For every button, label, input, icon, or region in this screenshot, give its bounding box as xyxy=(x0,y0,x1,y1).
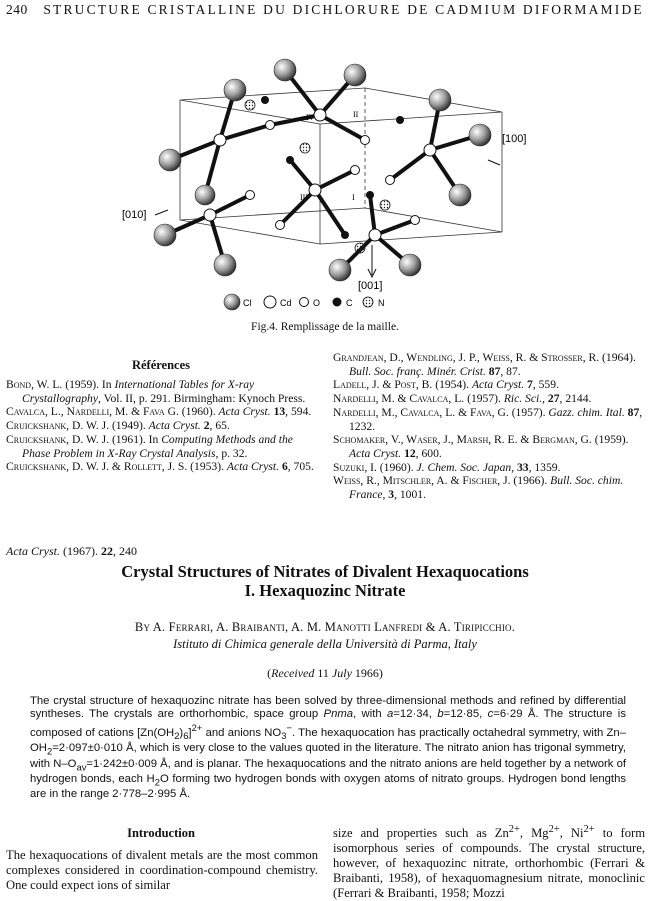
reference-details: (1966). Bull. Soc. chim. France, 3, 1001. xyxy=(349,474,624,502)
legend-cd-symbol xyxy=(264,296,276,308)
reference-authors: Grandjean, D., Wendling, J. P., Weiss, R. & Strosser, R. xyxy=(333,351,600,364)
reference-authors: Nardelli, M. & Cavalca, L. xyxy=(333,392,465,406)
legend-cl-symbol xyxy=(224,294,240,310)
site-I-label: I xyxy=(352,193,355,202)
site-III-label: III xyxy=(300,193,308,202)
article-authors: By A. Ferrari, A. Braibanti, A. M. Manotti Lanfredi & A. Tiripicchio. xyxy=(134,620,516,634)
references-heading: Références xyxy=(131,358,191,372)
direction-001-label: [001] xyxy=(358,280,383,292)
introduction-text-left: The hexaquocations of divalent metals are the most common complexes considered in coordination-compound chemistry. One could expect ions of similar xyxy=(6,848,318,892)
legend-n-symbol xyxy=(363,297,373,307)
reference-details: (1957). Ric. Sci., 27, 2144. xyxy=(467,392,592,406)
article-title-line2: I. Hexaquozinc Nitrate xyxy=(244,581,406,600)
running-header xyxy=(6,2,646,18)
reference-authors: Cavalca, L., Nardelli, M. & Fava G. xyxy=(6,405,179,419)
reference-authors: Cruickshank, D. W. J. xyxy=(6,419,110,433)
introduction-heading: Introduction xyxy=(127,826,195,840)
reference-entry xyxy=(333,433,645,460)
legend-c-label: C xyxy=(346,298,353,308)
site-II-label: II xyxy=(353,110,359,119)
atom-legend xyxy=(224,294,385,310)
reference-authors: Weiss, R., Mitschler, A. & Fischer, J. xyxy=(333,474,511,488)
legend-o-symbol xyxy=(300,298,309,307)
reference-entry xyxy=(6,460,318,474)
crystal-structure-diagram xyxy=(110,20,530,316)
article-abstract: The crystal structure of hexaquozinc nitrate has been solved by three-dimensional methods and refined by differential syntheses. The crystals are orthorhombic, space group Pnma, with a=12·34, b=12·85, c=6·29 Å. The structure is composed of cations $[Zn(OH_2)_6]^{2+}$ and anions $NO_3^-$. The hexaquocation has practically octahedral symmetry, with $Zn-OH_2=2\cdot 097\pm 0\cdot 010$ Å, which is very close to the values quoted in the literature. The nitrato anion has trigonal symmetry, with $N-O_{av}=1\cdot 242\pm 0\cdot 009$ Å, and is planar. The hexaquocations and the nitrato anions are held together by a network of hydrogen bonds, each $H_2O$ forming two hydrogen bonds with oxygen atoms of nitrato groups. Hydrogen bond lengths are in the range 2·778–2·995 Å. xyxy=(30,695,626,801)
reference-entry xyxy=(333,406,645,433)
legend-cl-label: Cl xyxy=(243,298,252,308)
reference-entry xyxy=(333,392,645,406)
figure-caption: Fig.4. Remplissage de la maille. xyxy=(251,321,399,333)
site-IV-label: IV xyxy=(306,113,315,122)
figure-crystal-packing xyxy=(110,20,530,316)
reference-details: (1960). Acta Cryst. 13, 594. xyxy=(181,405,312,419)
legend-c-symbol xyxy=(333,298,342,307)
article-title-line1: Crystal Structures of Nitrates of Divalent Hexaquocations xyxy=(121,562,529,581)
reference-entry xyxy=(333,378,645,392)
legend-o-label: O xyxy=(313,298,321,308)
running-title: STRUCTURE CRISTALLINE DU DICHLORURE DE CADMIUM DIFORMAMIDE xyxy=(43,2,644,17)
reference-entry xyxy=(6,378,318,405)
reference-authors: Nardelli, M., Cavalca, L. & Fava, G. xyxy=(333,405,509,419)
legend-cd-label: Cd xyxy=(280,298,292,308)
references-right-column xyxy=(333,351,645,502)
references-left-column xyxy=(6,378,318,474)
reference-authors: Suzuki, I. xyxy=(333,460,377,474)
article-title xyxy=(0,562,650,600)
received-date: (Received 11 July 1966) xyxy=(267,666,383,680)
reference-details: (1959). In International Tables for X-ray Crystallography, Vol. II, p. 291. Birmingham: Kynoch Press. xyxy=(22,378,306,405)
reference-details: (1964). Bull. Soc. franç. Minér. Crist. 87, 87. xyxy=(349,351,636,378)
reference-authors: Cruickshank, D. W. J. & Rollett, J. S. xyxy=(6,460,188,474)
reference-details: (1957). Gazz. chim. Ital. 87, 1232. xyxy=(349,405,643,433)
reference-details: (1959). Acta Cryst. 12, 600. xyxy=(349,433,629,460)
direction-010-label: [010] xyxy=(122,209,147,221)
reference-entry xyxy=(333,351,645,378)
page-number: 240 xyxy=(6,2,28,17)
direction-100-label: [100] xyxy=(502,133,527,145)
reference-details: (1960). J. Chem. Soc. Japan, 33, 1359. xyxy=(379,460,561,474)
reference-authors: Schomaker, V., Waser, J., Marsh, R. E. & Bergman, G. xyxy=(333,433,592,447)
legend-n-label: N xyxy=(378,298,385,308)
reference-details: (1954). Acta Cryst. 7, 559. xyxy=(435,378,559,392)
reference-authors: Cruickshank, D. W. J. xyxy=(6,432,110,446)
article-affiliation: Istituto di Chimica generale della Università di Parma, Italy xyxy=(173,637,477,651)
chlorine-atoms xyxy=(154,59,491,281)
reference-entry xyxy=(333,461,645,475)
reference-authors: Bond, W. L. xyxy=(6,378,63,391)
introduction-text-right: size and properties such as $Zn^{2+}$, $Mg^{2+}$, $Ni^{2+}$ to form isomorphous series of compounds. The crystal structure, however, of hexaquozinc nitrate, orthorhombic (Ferrari & Braibanti, 1958), of hexaquomagnesium nitrate, monoclinic (Ferrari & Braibanti, 1958; Mozzi xyxy=(333,824,645,901)
reference-authors: Ladell, J. & Post, B. xyxy=(333,378,433,392)
reference-details: (1953). Acta Cryst. 6, 705. xyxy=(190,460,314,474)
reference-details: (1961). In Computing Methods and the Phase Problem in X-Ray Crystal Analysis, p. 32. xyxy=(22,432,293,460)
reference-entry xyxy=(333,474,645,501)
reference-entry xyxy=(6,405,318,419)
reference-entry xyxy=(6,419,318,433)
journal-citation: Acta Cryst. (1967). 22, 240 xyxy=(6,544,137,558)
reference-details: (1949). Acta Cryst. 2, 65. xyxy=(111,419,230,433)
reference-entry xyxy=(6,433,318,460)
